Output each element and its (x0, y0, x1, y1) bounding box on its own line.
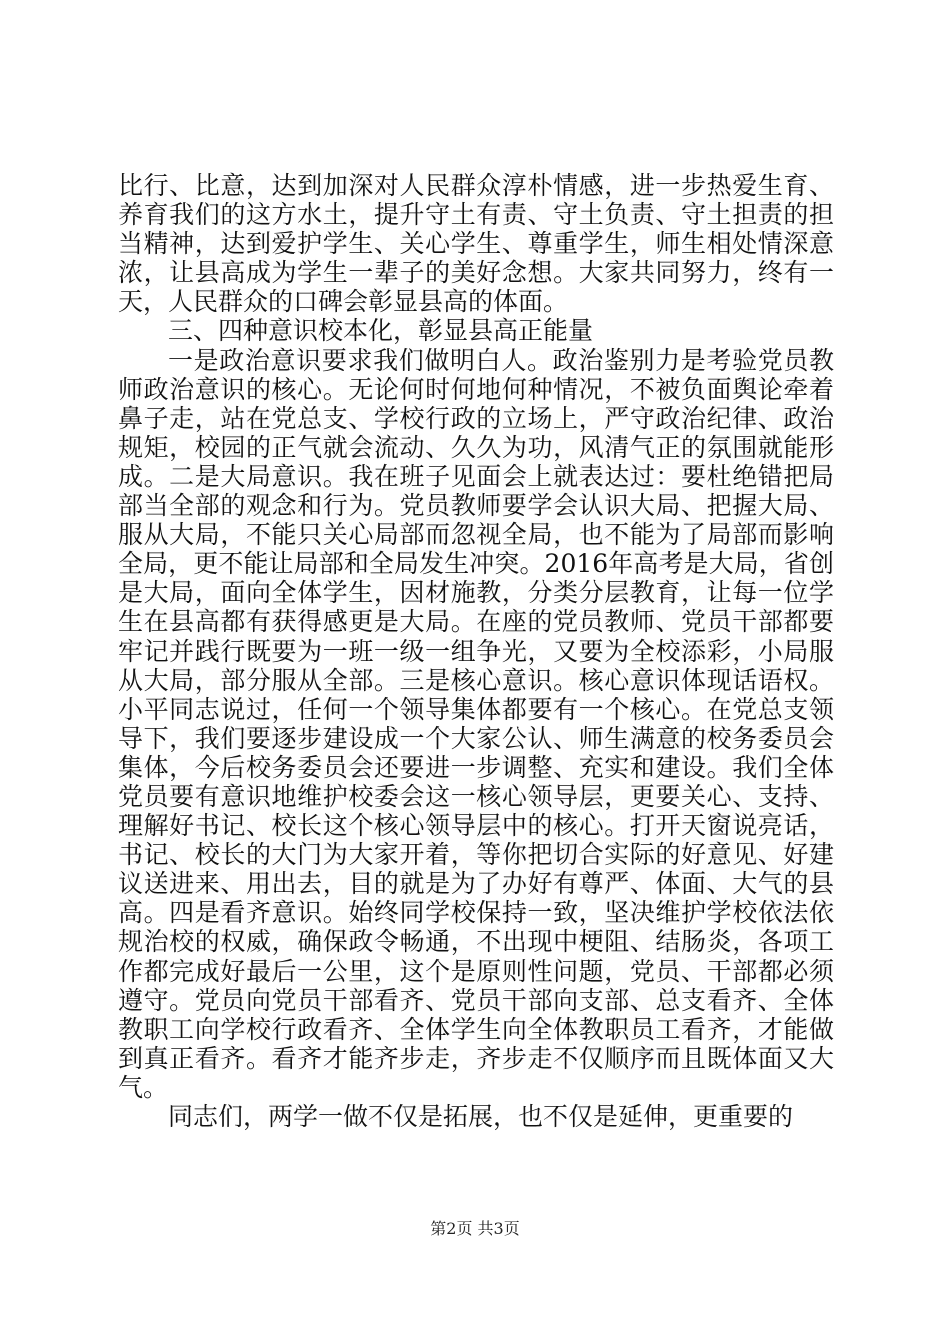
body-text (118, 171, 834, 1131)
paragraph-four-awareness: 一是政治意识要求我们做明白人。政治鉴别力是考验党员教师政治意识的核心。无论何时何地何种情况，不被负面舆论牵着鼻子走，站在党总支、学校行政的立场上，严守政治纪律、政治规矩，校园的正气就会流动、久久为功，风清气正的氛围就能形成。二是大局意识。我在班子见面会上就表达过：要杜绝错把局部当全部的观念和行为。党员教师要学会认识大局、把握大局、服从大局，不能只关心局部而忽视全局，也不能为了局部而影响全局，更不能让局部和全局发生冲突。2016年高考是大局，省创是大局，面向全体学生，因材施教，分类分层教育，让每一位学生在县高都有获得感更是大局。在座的党员教师、党员干部都要牢记并践行既要为一班一级一组争光，又要为全校添彩，小局服从大局，部分服从全部。三是核心意识。核心意识体现话语权。小平同志说过，任何一个领导集体都要有一个核心。在党总支领导下，我们要逐步建设成一个大家公认、师生满意的校务委员会集体，今后校务委员会还要进一步调整、充实和建设。我们全体党员要有意识地维护校委会这一核心领导层，更要关心、支持、理解好书记、校长这个核心领导层中的核心。打开天窗说亮话，书记、校长的大门为大家开着，等你把切合实际的好意见、好建议送进来、用出去，目的就是为了办好有尊严、体面、大气的县高。四是看齐意识。始终同学校保持一致，坚决维护学校依法依规治校的权威，确保政令畅通，不出现中梗阻、结肠炎，各项工作都完成好最后一公里，这个是原则性问题，党员、干部都必须遵守。党员向党员干部看齐、党员干部向支部、总支看齐、全体教职工向学校行政看齐、全体学生向全体教职员工看齐，才能做到真正看齐。看齐才能齐步走，齐步走不仅顺序而且既体面又大气。 (118, 345, 834, 1102)
page-footer: 第2页 共3页 (430, 1219, 520, 1238)
paragraph-continuation: 比行、比意，达到加深对人民群众淳朴情感，进一步热爱生育、养育我们的这方水土，提升守土有责、守土负责、守土担责的担当精神，达到爱护学生、关心学生、尊重学生，师生相处情深意浓，让县高成为学生一辈子的美好念想。大家共同努力，终有一天，人民群众的口碑会彰显县高的体面。 (118, 171, 834, 317)
section-heading: 三、四种意识校本化，彰显县高正能量 (168, 316, 594, 346)
paragraph-comrades: 同志们，两学一做不仅是拓展，也不仅是延伸，更重要的 (168, 1102, 794, 1131)
